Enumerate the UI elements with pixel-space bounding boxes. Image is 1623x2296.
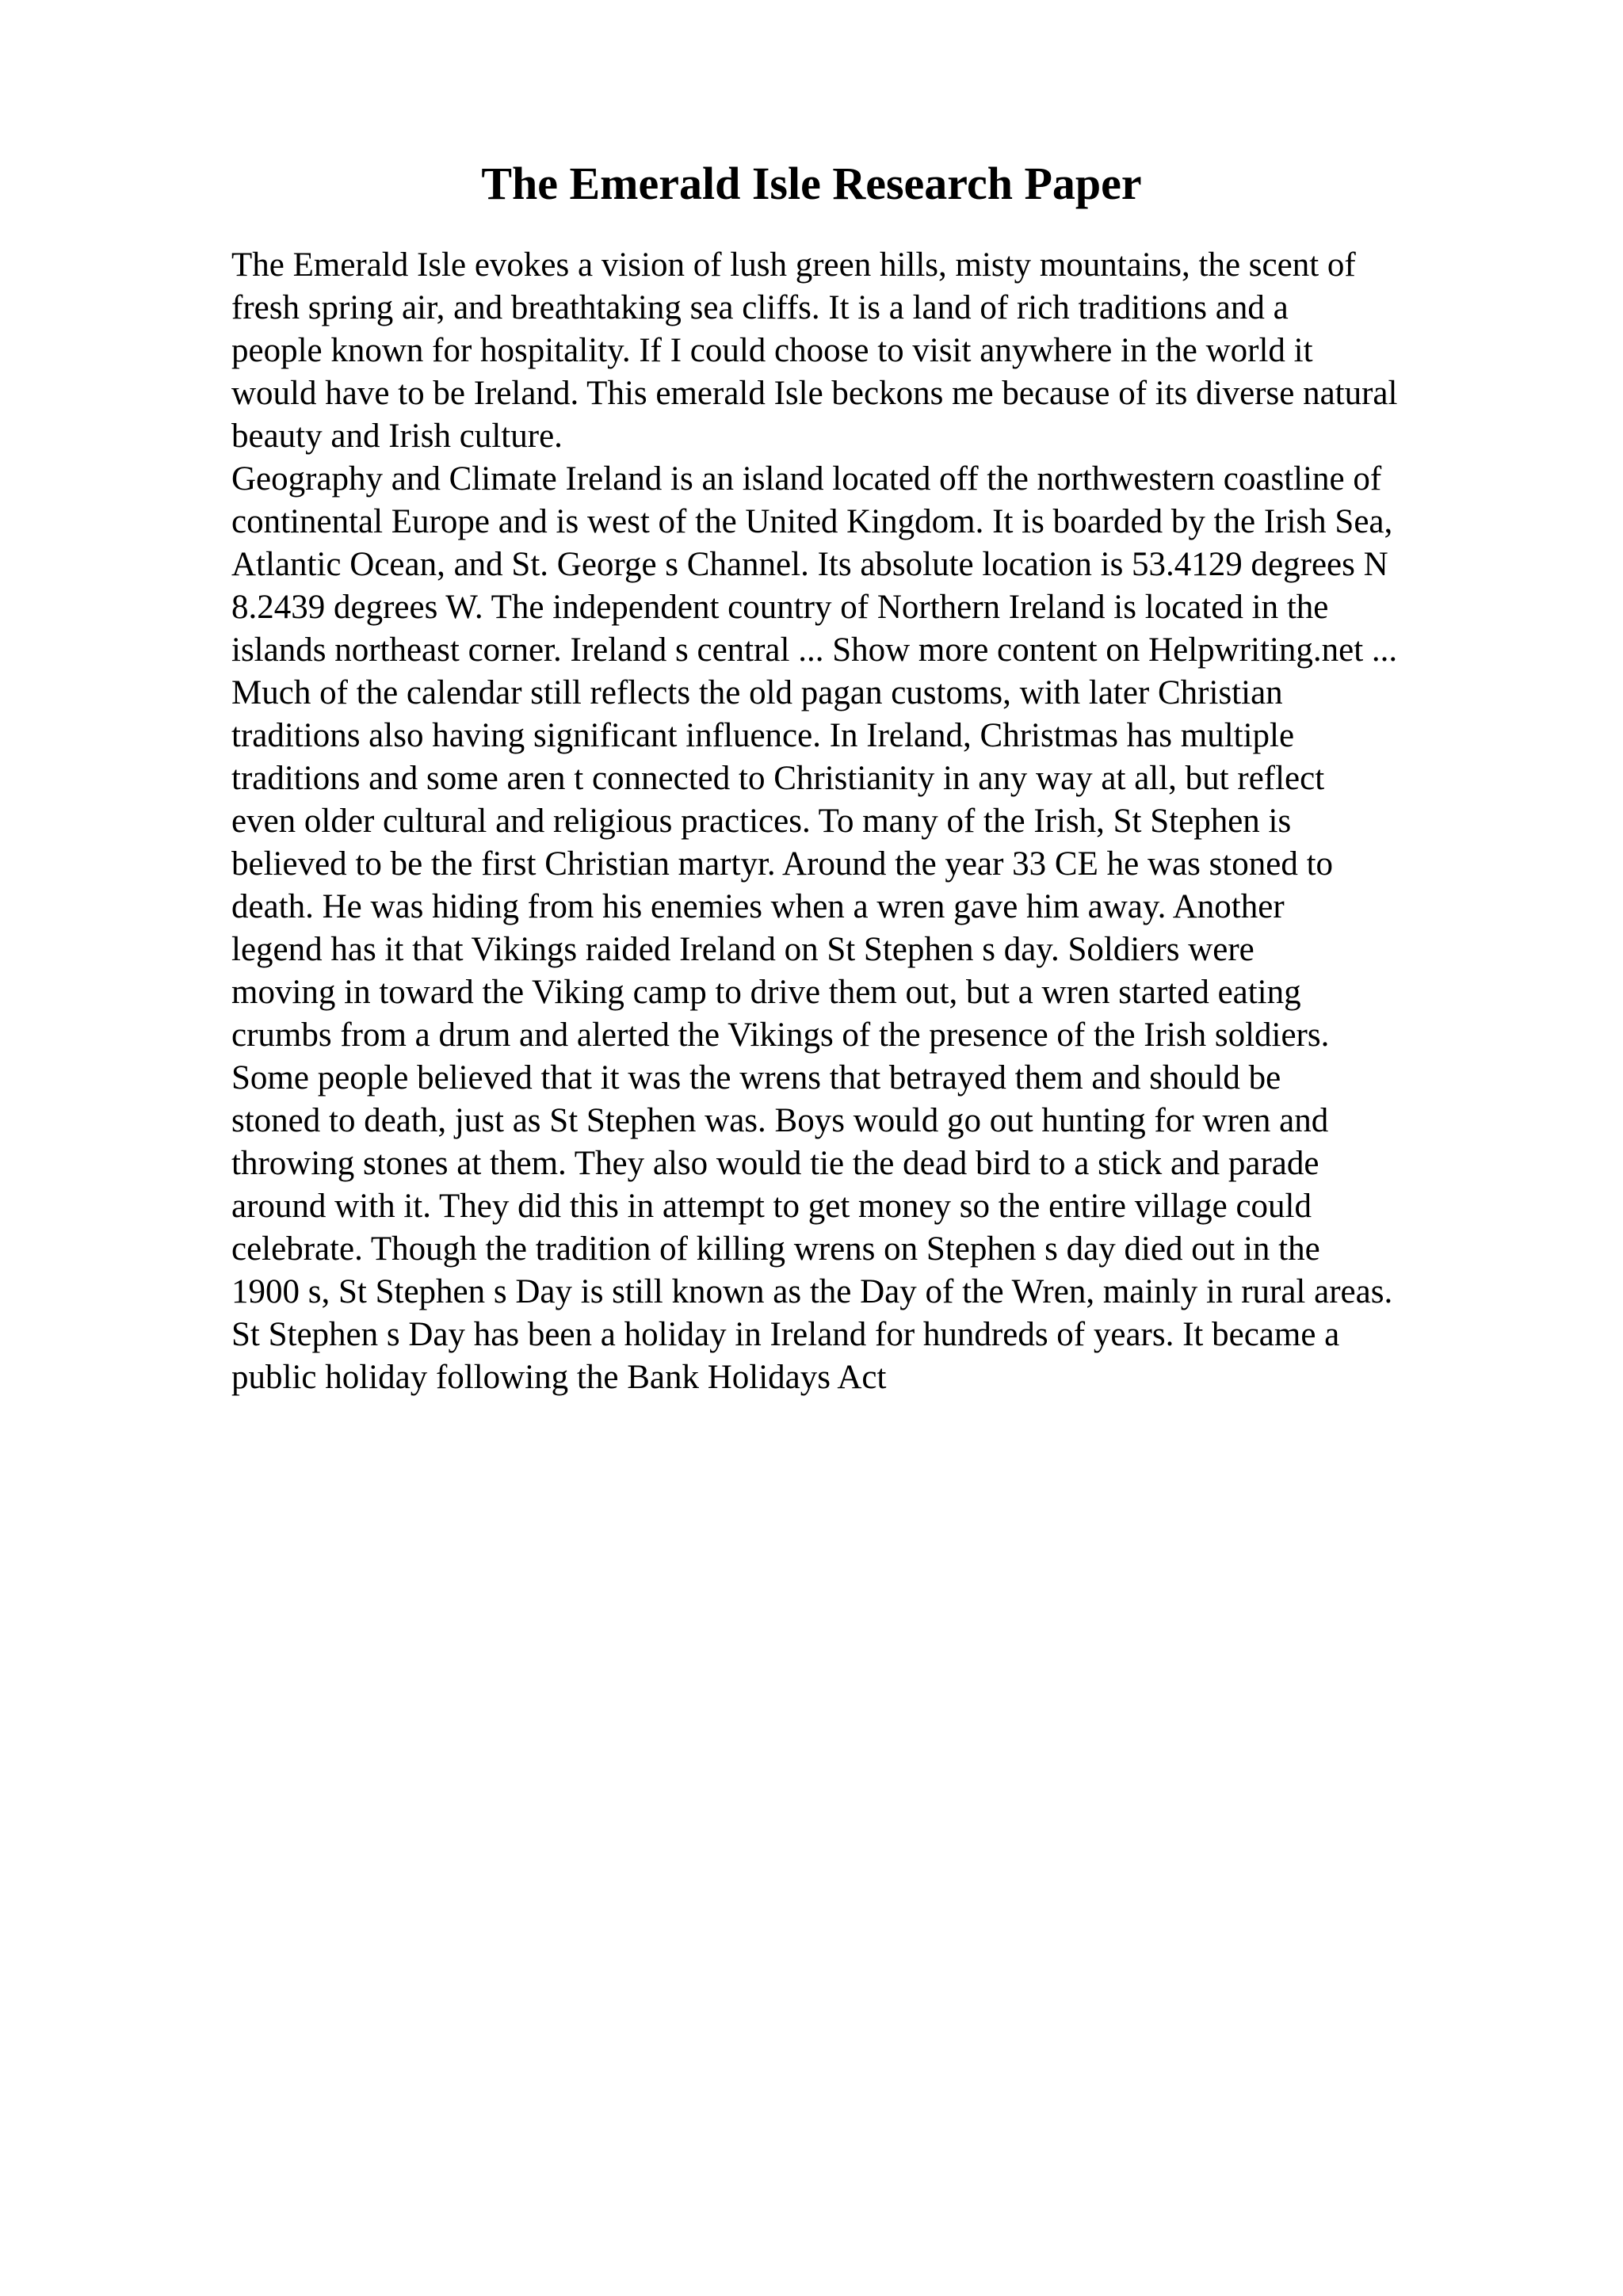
- body-line: believed to be the first Christian martyr. Around the year 33 CE he was stoned to: [231, 845, 1334, 883]
- body-line: around with it. They did this in attempt to get money so the entire village could: [231, 1188, 1312, 1225]
- body-line: islands northeast corner. Ireland s central ... Show more content on Helpwriting.net ...: [231, 631, 1398, 669]
- body-line: throwing stones at them. They also would tie the dead bird to a stick and parade: [231, 1145, 1319, 1182]
- body-line: traditions and some aren t connected to Christianity in any way at all, but reflect: [231, 760, 1325, 797]
- body-line: people known for hospitality. If I could choose to visit anywhere in the world it: [231, 332, 1313, 369]
- body-line: Geography and Climate Ireland is an island located off the northwestern coastline of: [231, 460, 1382, 498]
- body-line: Atlantic Ocean, and St. George s Channel. Its absolute location is 53.4129 degrees N: [231, 546, 1388, 583]
- body-line: celebrate. Though the tradition of killing wrens on Stephen s day died out in the: [231, 1230, 1320, 1268]
- body-line: public holiday following the Bank Holidays Act: [231, 1359, 887, 1396]
- body-line: The Emerald Isle evokes a vision of lush green hills, misty mountains, the scent of: [231, 246, 1356, 284]
- body-line: St Stephen s Day has been a holiday in Ireland for hundreds of years. It became a: [231, 1316, 1340, 1353]
- body-line: fresh spring air, and breathtaking sea cliffs. It is a land of rich traditions and a: [231, 289, 1289, 326]
- body-line: Some people believed that it was the wrens that betrayed them and should be: [231, 1059, 1281, 1097]
- body-line: moving in toward the Viking camp to drive them out, but a wren started eating: [231, 974, 1301, 1011]
- body-line: beauty and Irish culture.: [231, 418, 563, 455]
- body-line: legend has it that Vikings raided Ireland on St Stephen s day. Soldiers were: [231, 931, 1254, 968]
- body-line: continental Europe and is west of the United Kingdom. It is boarded by the Irish Sea,: [231, 503, 1393, 540]
- body-line: death. He was hiding from his enemies when a wren gave him away. Another: [231, 888, 1285, 925]
- body-line: 8.2439 degrees W. The independent country of Northern Ireland is located in the: [231, 589, 1329, 626]
- body-line: traditions also having significant influence. In Ireland, Christmas has multiple: [231, 717, 1295, 754]
- document-body: [231, 244, 1531, 1399]
- body-line: stoned to death, just as St Stephen was. Boys would go out hunting for wren and: [231, 1102, 1329, 1139]
- body-line: 1900 s, St Stephen s Day is still known as the Day of the Wren, mainly in rural areas.: [231, 1273, 1393, 1310]
- body-line: even older cultural and religious practices. To many of the Irish, St Stephen is: [231, 803, 1292, 840]
- body-line: crumbs from a drum and alerted the Vikings of the presence of the Irish soldiers.: [231, 1016, 1330, 1054]
- body-line: would have to be Ireland. This emerald Isle beckons me because of its diverse natural: [231, 375, 1398, 412]
- body-line: Much of the calendar still reflects the old pagan customs, with later Christian: [231, 674, 1283, 711]
- document-title: The Emerald Isle Research Paper: [481, 158, 1142, 209]
